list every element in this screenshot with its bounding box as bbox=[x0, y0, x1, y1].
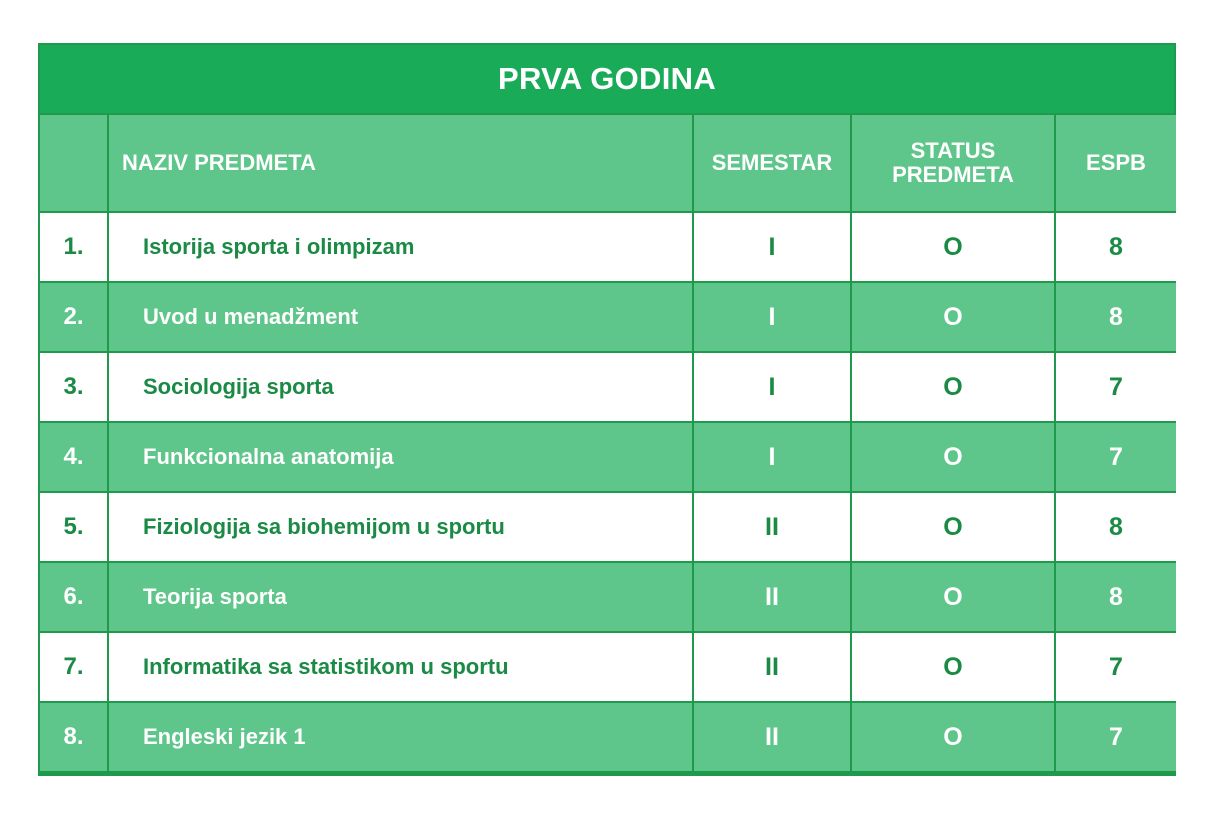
row-number: 4. bbox=[40, 423, 107, 491]
header-name: NAZIV PREDMETA bbox=[109, 115, 692, 211]
semester-cell: I bbox=[694, 423, 850, 491]
semester-cell: I bbox=[694, 353, 850, 421]
row-number: 8. bbox=[40, 703, 107, 771]
subject-name: Funkcionalna anatomija bbox=[109, 423, 692, 491]
header-num bbox=[40, 115, 107, 211]
row-number: 3. bbox=[40, 353, 107, 421]
semester-cell: I bbox=[694, 213, 850, 281]
semester-cell: II bbox=[694, 633, 850, 701]
status-cell: O bbox=[852, 633, 1054, 701]
status-cell: O bbox=[852, 563, 1054, 631]
table-grid bbox=[40, 115, 1176, 771]
semester-cell: II bbox=[694, 493, 850, 561]
subject-name: Uvod u menadžment bbox=[109, 283, 692, 351]
status-cell: O bbox=[852, 703, 1054, 771]
table-title: PRVA GODINA bbox=[40, 45, 1174, 113]
subject-name: Istorija sporta i olimpizam bbox=[109, 213, 692, 281]
semester-cell: I bbox=[694, 283, 850, 351]
subject-name: Engleski jezik 1 bbox=[109, 703, 692, 771]
espb-cell: 8 bbox=[1056, 213, 1176, 281]
course-table bbox=[38, 43, 1176, 776]
semester-cell: II bbox=[694, 703, 850, 771]
row-number: 5. bbox=[40, 493, 107, 561]
row-number: 7. bbox=[40, 633, 107, 701]
subject-name: Informatika sa statistikom u sportu bbox=[109, 633, 692, 701]
status-cell: O bbox=[852, 493, 1054, 561]
row-number: 2. bbox=[40, 283, 107, 351]
espb-cell: 8 bbox=[1056, 283, 1176, 351]
status-cell: O bbox=[852, 423, 1054, 491]
header-espb: ESPB bbox=[1056, 115, 1176, 211]
subject-name: Sociologija sporta bbox=[109, 353, 692, 421]
espb-cell: 7 bbox=[1056, 633, 1176, 701]
semester-cell: II bbox=[694, 563, 850, 631]
subject-name: Teorija sporta bbox=[109, 563, 692, 631]
espb-cell: 8 bbox=[1056, 563, 1176, 631]
row-number: 6. bbox=[40, 563, 107, 631]
espb-cell: 7 bbox=[1056, 423, 1176, 491]
header-semester: SEMESTAR bbox=[694, 115, 850, 211]
status-cell: O bbox=[852, 283, 1054, 351]
espb-cell: 7 bbox=[1056, 353, 1176, 421]
espb-cell: 7 bbox=[1056, 703, 1176, 771]
row-number: 1. bbox=[40, 213, 107, 281]
header-status: STATUS PREDMETA bbox=[852, 115, 1054, 211]
subject-name: Fiziologija sa biohemijom u sportu bbox=[109, 493, 692, 561]
status-cell: O bbox=[852, 213, 1054, 281]
espb-cell: 8 bbox=[1056, 493, 1176, 561]
status-cell: O bbox=[852, 353, 1054, 421]
